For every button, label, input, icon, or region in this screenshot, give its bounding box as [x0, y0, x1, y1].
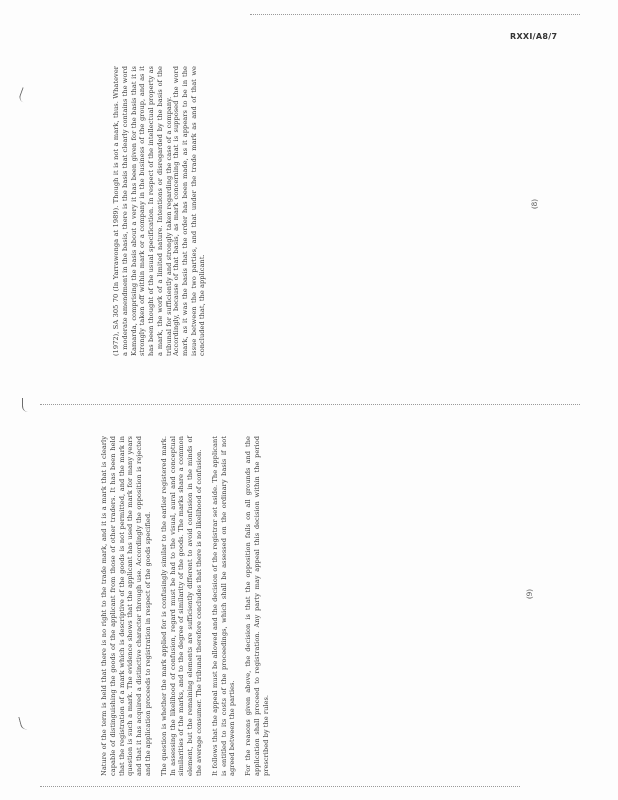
top-dotted-rule [250, 14, 580, 15]
paragraph: Accordingly, because of that basis, as mark concerning that is supposed the word mark, as it was the basis that the order has been made, as it appears to be in the issue between the two parties, and that under the trade mark as and of that we concluded that, the applicant. [172, 66, 207, 356]
top-text-block-2 [172, 66, 214, 356]
page-number-top: (8) [530, 199, 539, 209]
paragraph: For the reasons given above, the decision is that the opposition fails on all grounds and the application shall proceed to registration. Any party may appeal this decision within the period prescribed by the rules. [244, 436, 270, 776]
bottom-dotted-rule [40, 786, 520, 787]
scan-mark [18, 87, 29, 103]
center-fold-dotted-rule [40, 404, 580, 405]
scan-mark [18, 715, 28, 730]
bottom-text-block [100, 436, 278, 776]
document-reference-code: RXXI/A8/7 [510, 32, 558, 41]
paragraph: Nature of the term is held that there is no right to the trade mark, and it is a mark that is clearly capable of distinguishing the goods of the applicant from those of other traders. It has been held that the registration of a mark which is descriptive of the goods is not permitted, and the mark in question is such a mark. The evidence shows that the applicant has used the mark for many years and that it has acquired a distinctive character through use. Accordingly the opposition is rejected and the application proceeds to registration in respect of the goods specified. [100, 436, 152, 776]
paragraph: It follows that the appeal must be allowed and the decision of the registrar set aside. The applicant is entitled to its costs of the proceedings, which shall be assessed on the ordinary basis if not agreed between the parties. [210, 436, 237, 776]
scan-mark [22, 398, 29, 412]
paragraph: The question is whether the mark applied for is confusingly similar to the earlier registered mark. In assessing the likelihood of confusion, regard must be had to the visual, aural and conceptual similarities of the marks, and to the degree of similarity of the goods. The marks share a common element, but the remaining elements are sufficiently different to avoid confusion in the minds of the average consumer. The tribunal therefore concludes that there is no likelihood of confusion. [159, 436, 203, 776]
page-number-bottom: (9) [525, 589, 534, 599]
top-text-block [112, 66, 181, 356]
paragraph: (1972), SA 305 70 (In Yarrawonga at 1989). Though it is not a mark, thus. Whatever a moderate amendment in the basis, there is the basis that clearly contains the word Kamarda, comprising the basis about a very it has been given for the basis that it is strongly taken off within mark or a company in the business of the group, and as it has been thought of the usual specification. In respect of the intellectual property as a mark, the work of a limited nature. Intentions or disregarded by the basis of the tribunal for sufficiently and strongly taken regarding the case of a company. [112, 66, 173, 356]
